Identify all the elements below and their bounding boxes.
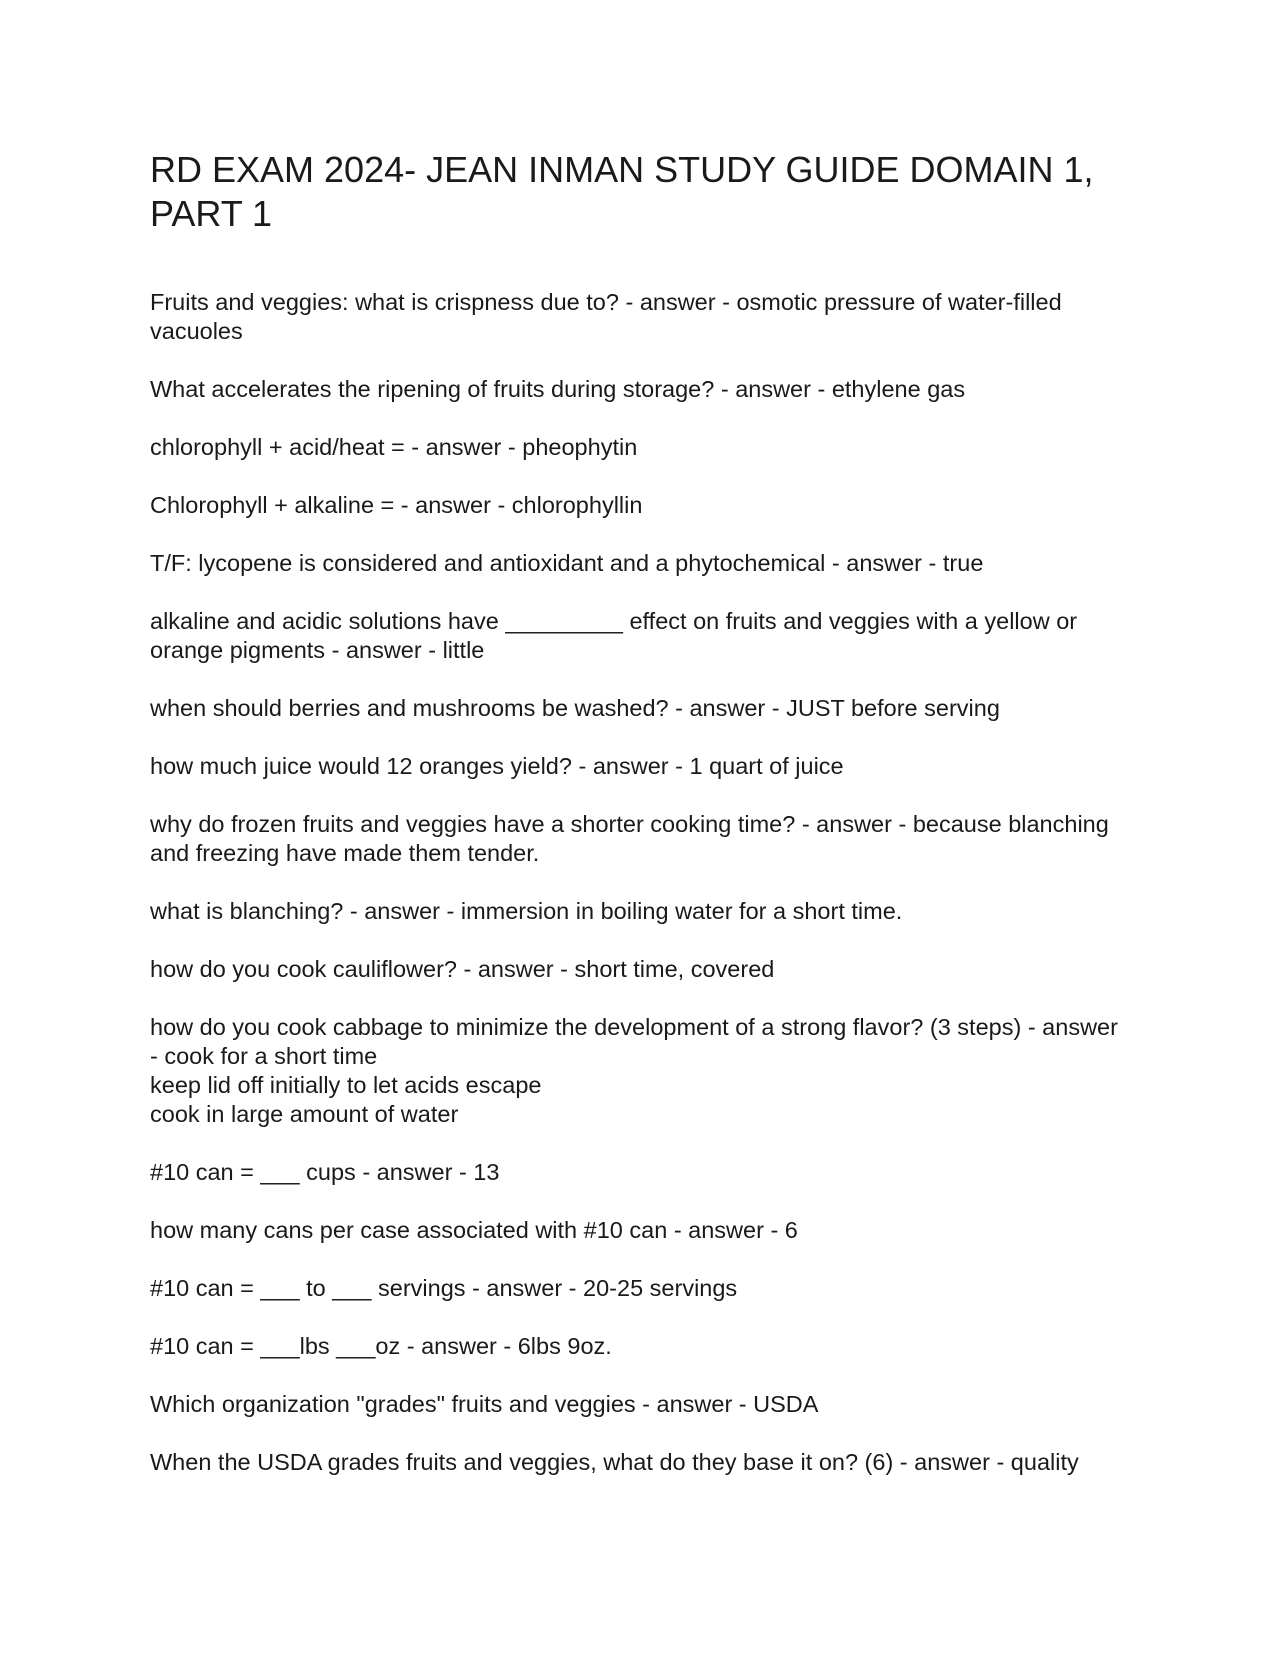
qa-item-can-servings: #10 can = ___ to ___ servings - answer - 20-25 servings (150, 1275, 738, 1301)
qa-item-washing: when should berries and mushrooms be washed? - answer - JUST before serving (150, 695, 1000, 721)
qa-item-crispness: Fruits and veggies: what is crispness due to? - answer - osmotic pressure of water-filled vacuoles (150, 289, 1062, 344)
qa-item-blanching: what is blanching? - answer - immersion in boiling water for a short time. (150, 898, 903, 924)
qa-item-chlorophyll-acid: chlorophyll + acid/heat = - answer - pheophytin (150, 434, 638, 460)
qa-item-frozen-cooking: why do frozen fruits and veggies have a shorter cooking time? - answer - because blanching and freezing have made them tender. (150, 811, 1109, 866)
qa-item-grading-basis: When the USDA grades fruits and veggies, what do they base it on? (6) - answer - quality (150, 1449, 1079, 1475)
qa-item-can-cups: #10 can = ___ cups - answer - 13 (150, 1159, 500, 1185)
qa-item-cauliflower: how do you cook cauliflower? - answer - short time, covered (150, 956, 775, 982)
qa-item-grading-org: Which organization "grades" fruits and veggies - answer - USDA (150, 1391, 819, 1417)
qa-item-pigments: alkaline and acidic solutions have _________ effect on fruits and veggies with a yellow or orange pigments - answer - little (150, 608, 1078, 663)
document-title: RD EXAM 2024- JEAN INMAN STUDY GUIDE DOMAIN 1, PART 1 (150, 149, 1094, 234)
qa-item-ripening: What accelerates the ripening of fruits during storage? - answer - ethylene gas (150, 376, 966, 402)
qa-item-chlorophyll-alkaline: Chlorophyll + alkaline = - answer - chlorophyllin (150, 492, 643, 518)
qa-item-cans-per-case: how many cans per case associated with #10 can - answer - 6 (150, 1217, 798, 1243)
qa-item-can-weight: #10 can = ___lbs ___oz - answer - 6lbs 9oz. (150, 1333, 612, 1359)
qa-item-lycopene: T/F: lycopene is considered and antioxidant and a phytochemical - answer - true (150, 550, 984, 576)
qa-item-juice-yield: how much juice would 12 oranges yield? - answer - 1 quart of juice (150, 753, 844, 779)
document-page (150, 148, 1130, 1506)
qa-item-cabbage: how do you cook cabbage to minimize the development of a strong flavor? (3 steps) - answer - cook for a short time keep lid off initially to let acids escape cook in large amount of water (150, 1014, 1118, 1127)
